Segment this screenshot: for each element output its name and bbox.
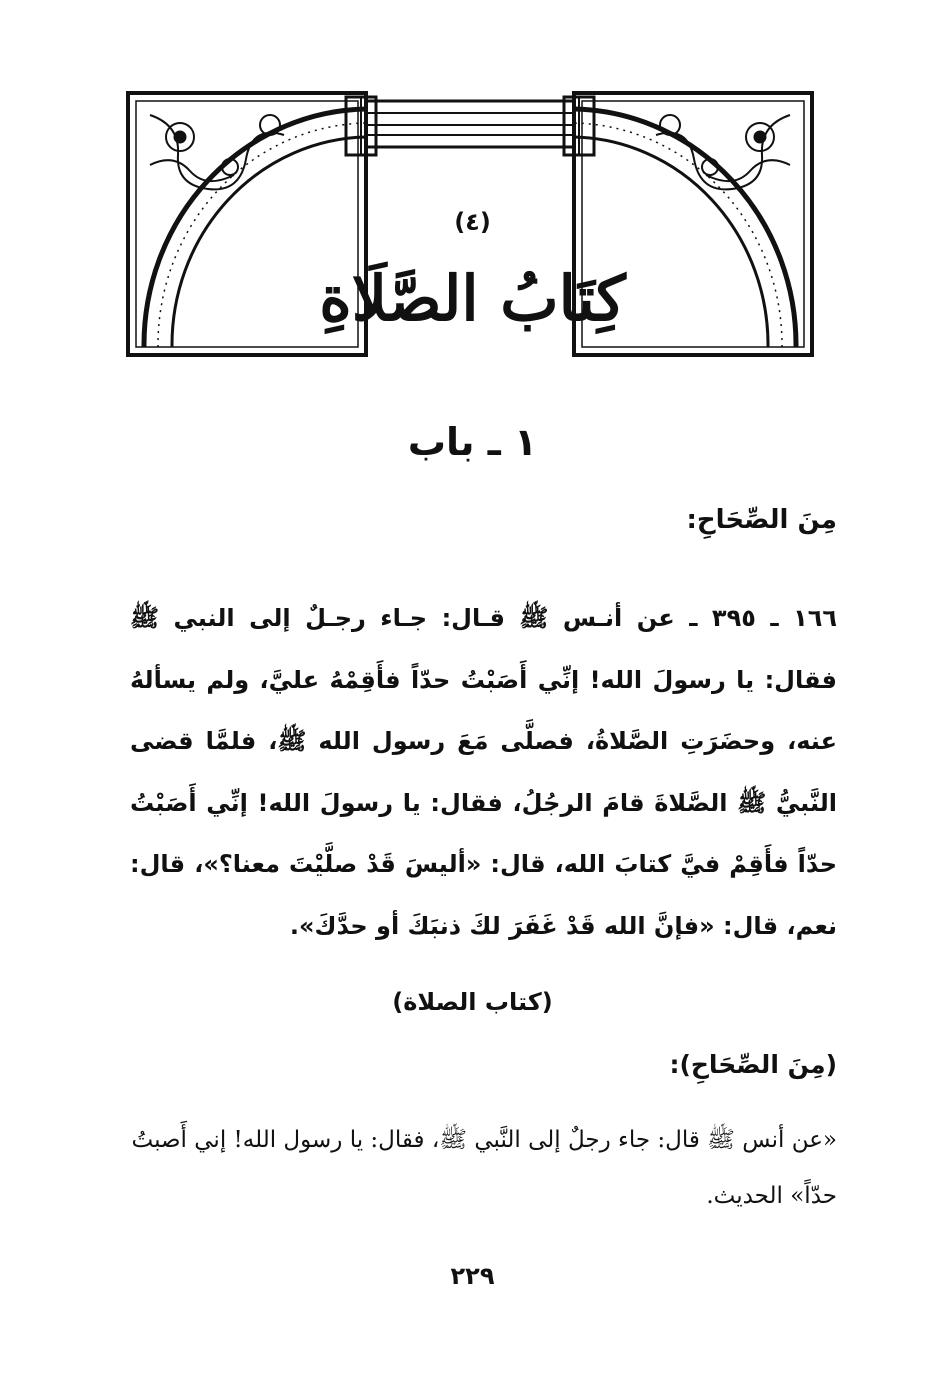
book-title: كِتَابُ الصَّلَاةِ <box>319 262 626 335</box>
commentary-title: (كتاب الصلاة) <box>392 988 553 1016</box>
commentary-label: (مِنَ الصِّحَاحِ): <box>669 1050 837 1079</box>
hadith-text: ١٦٦ ـ ٣٩٥ ـ عن أنـس ﷺ قـال: جـاء رجـلٌ إلى النبي ﷺ فقال: يا رسولَ الله! إنِّي أَصَبْتُ حدّاً فأَقِمْهُ عليَّ، ولم يسألهُ عنه، وحضَرَتِ الصَّلاةُ، فصلَّى مَعَ رسول الله ﷺ، فلمَّا قضى النَّبيُّ ﷺ الصَّلاةَ قامَ الرجُلُ، فقال: يا رسولَ الله! إنِّي أَصَبْتُ حدّاً فأَقِمْ فيَّ كتابَ الله، قال: «أليسَ قَدْ صلَّيْتَ معنا؟»، قال: نعم، قال: «فإنَّ الله قَدْ غَفَرَ لكَ ذنبَكَ أو حدَّكَ». <box>130 604 838 940</box>
page-number: ٢٢٩ <box>450 1262 495 1290</box>
arch-crossbar <box>346 97 594 155</box>
chapter-heading: ١ ـ باب <box>407 420 538 464</box>
book-number: (٤) <box>454 208 491 236</box>
commentary-text: «عن أنس ﷺ قال: جاء رجلٌ إلى النَّبي ﷺ، فقال: يا رسول الله! إني أَصبتُ حدّاً» الحديث. <box>131 1127 837 1209</box>
section-label: مِنَ الصِّحَاحِ: <box>686 505 837 535</box>
